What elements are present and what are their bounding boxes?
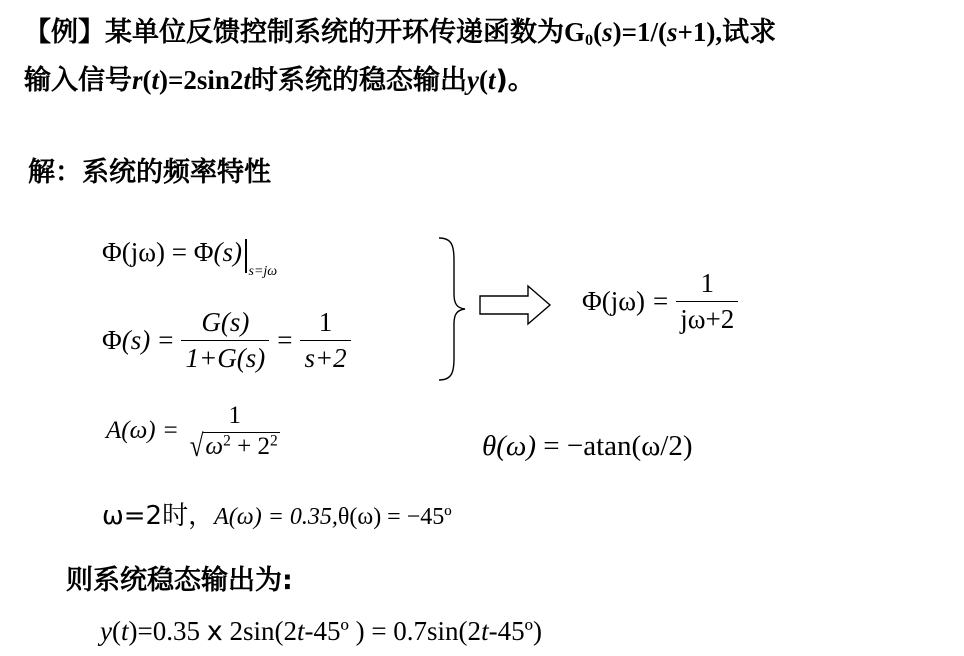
phase-result: θ(ω) = −45º — [337, 504, 452, 530]
implies-arrow-icon — [478, 284, 554, 326]
fraction-1-over-s2: $\frac{1}{s+2}$ — [300, 307, 350, 374]
problem-text-2b: 时系统的稳态输出 — [250, 65, 467, 96]
equation-phi-result: Φ(jω) = $\frac{1}{j\omega+2}$ — [582, 268, 738, 335]
equation-phi-s: Φ(s) = $\frac{G(s)}{1+G(s)}$ = $\frac{1}{s+2}$ — [102, 307, 351, 374]
problem-line-2 — [24, 58, 535, 97]
equation-amplitude: A(ω) = 1 $√\omega^2 + 2^2$ — [106, 402, 284, 461]
w-equals-2: ω=2时， — [102, 501, 215, 531]
close-period: )。 — [495, 65, 535, 96]
equation-phi-jw: $\Phi(j\omega) = \Phi(s)_{s=j\omega}$ — [102, 237, 278, 279]
equation-phase: θ(ω) = −atan(ω/2) — [482, 430, 693, 462]
sqrt-symbol: √ — [189, 429, 204, 463]
solution-heading: 解：系统的频率特性 — [28, 157, 271, 188]
g-symbol: $G_0(s)=1/(s+1)$, — [564, 17, 723, 50]
right-brace — [436, 236, 470, 382]
output-symbol: y(t — [466, 65, 496, 95]
problem-text-2a: 输入信号 — [24, 65, 132, 96]
fraction-amplitude: 1 $√\omega^2 + 2^2$ — [189, 402, 278, 463]
final-output-equation: y(t)=0.35 x 2sin(2t-45º ) = 0.7sin(2t-45º) — [100, 616, 542, 647]
output-heading: 则系统稳态输出为: — [66, 565, 293, 596]
problem-text-1a: 某单位反馈控制系统的开环传递函数为 — [105, 17, 564, 48]
fraction-1-over-jw2: $\frac{1}{j\omega+2}$ — [676, 268, 738, 335]
input-signal: r(t)=2sin2t — [132, 65, 251, 95]
fraction-g-over-1g: $\frac{G(s)}{1+G(s)}$ — [181, 307, 269, 374]
evaluation-line — [102, 495, 452, 532]
problem-line-1 — [24, 10, 776, 50]
problem-text-1b: 试求 — [722, 17, 777, 48]
amplitude-result: A(ω) = 0.35, — [214, 504, 338, 530]
eval-subscript: s=jω — [248, 264, 278, 279]
example-tag: 【例】 — [24, 17, 105, 48]
